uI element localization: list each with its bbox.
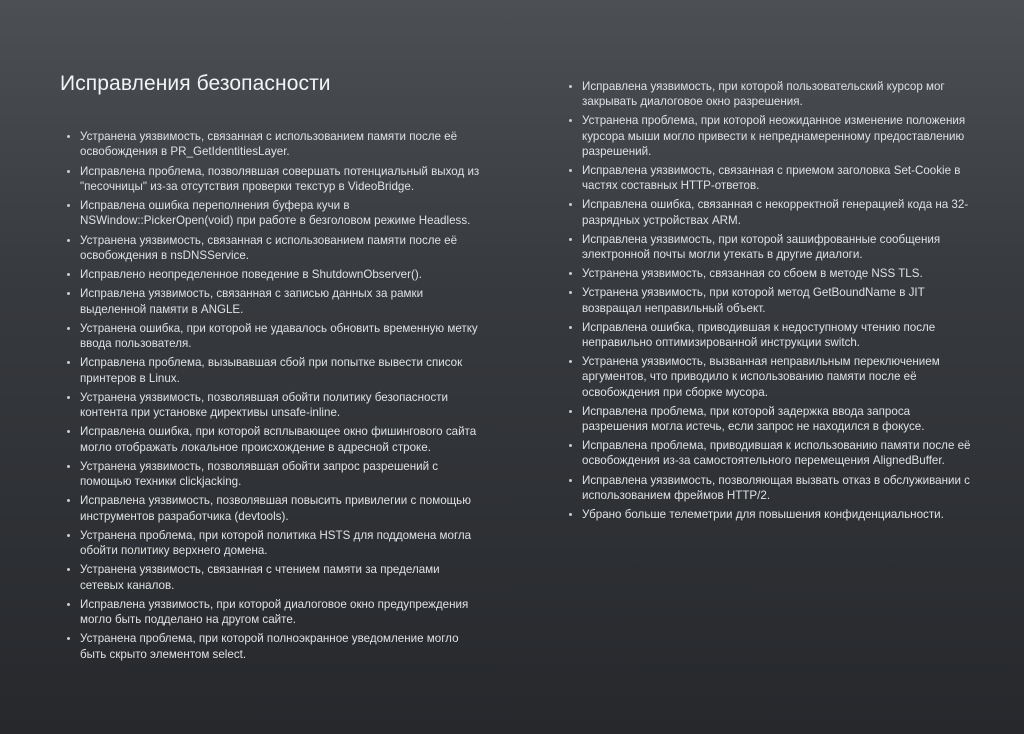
fix-item: Исправлена ошибка, приводившая к недоступному чтению после неправильно оптимизированной инструкции switch. xyxy=(562,320,972,350)
fix-item: Исправлена проблема, позволявшая совершать потенциальный выход из "песочницы" из-за отсутствия проверки текстур в VideoBridge. xyxy=(60,164,480,194)
fix-item: Исправлена уязвимость, позволявшая повысить привилегии с помощью инструментов разработчика (devtools). xyxy=(60,493,480,523)
fix-item: Устранена уязвимость, связанная с использованием памяти после её освобождения в PR_GetIdentitiesLayer. xyxy=(60,129,480,159)
fix-list-left xyxy=(60,129,480,662)
fix-item: Исправлена уязвимость, при которой зашифрованные сообщения электронной почты могли утекать в другие диалоги. xyxy=(562,232,972,262)
page-title: Исправления безопасности xyxy=(60,72,331,95)
fix-list-right xyxy=(562,79,972,522)
fix-item: Устранена проблема, при которой политика HSTS для поддомена могла обойти политику верхнего домена. xyxy=(60,528,480,558)
fix-item: Исправлена проблема, приводившая к использованию памяти после её освобождения из-за самостоятельного перемещения AlignedBuffer. xyxy=(562,438,972,468)
fix-item: Убрано больше телеметрии для повышения конфиденциальности. xyxy=(562,507,972,522)
fix-item: Исправлена ошибка, при которой всплывающее окно фишингового сайта могло отображать локальное происхождение в адресной строке. xyxy=(60,424,480,454)
fix-item: Устранена уязвимость, связанная с использованием памяти после её освобождения в nsDNSService. xyxy=(60,233,480,263)
fix-item: Исправлено неопределенное поведение в ShutdownObserver(). xyxy=(60,267,480,282)
fix-item: Устранена уязвимость, связанная с чтением памяти за пределами сетевых каналов. xyxy=(60,562,480,592)
fix-item: Исправлена проблема, вызывавшая сбой при попытке вывести список принтеров в Linux. xyxy=(60,355,480,385)
fix-item: Устранена проблема, при которой полноэкранное уведомление могло быть скрыто элементом select. xyxy=(60,631,480,661)
fix-item: Исправлена уязвимость, при которой диалоговое окно предупреждения могло быть подделано на другом сайте. xyxy=(60,597,480,627)
fix-item: Устранена уязвимость, связанная со сбоем в методе NSS TLS. xyxy=(562,266,972,281)
fix-item: Исправлена ошибка переполнения буфера кучи в NSWindow::PickerOpen(void) при работе в безголовом режиме Headless. xyxy=(60,198,480,228)
fix-item: Устранена уязвимость, позволявшая обойти запрос разрешений с помощью техники clickjacking. xyxy=(60,459,480,489)
fix-item: Устранена уязвимость, вызванная неправильным переключением аргументов, что приводило к использованию памяти после её освобождения при сборке мусора. xyxy=(562,354,972,400)
fix-item: Исправлена проблема, при которой задержка ввода запроса разрешения могла истечь, если запрос не находился в фокусе. xyxy=(562,404,972,434)
fix-item: Устранена ошибка, при которой не удавалось обновить временную метку ввода пользователя. xyxy=(60,321,480,351)
right-column xyxy=(562,79,972,526)
fix-item: Исправлена уязвимость, связанная с записью данных за рамки выделенной памяти в ANGLE. xyxy=(60,286,480,316)
fix-item: Устранена уязвимость, при которой метод GetBoundName в JIT возвращал неправильный объект. xyxy=(562,285,972,315)
fix-item: Исправлена уязвимость, позволяющая вызвать отказ в обслуживании с использованием фреймов HTTP/2. xyxy=(562,473,972,503)
fix-item: Исправлена уязвимость, при которой пользовательский курсор мог закрывать диалоговое окно разрешения. xyxy=(562,79,972,109)
fix-item: Устранена проблема, при которой неожиданное изменение положения курсора мыши могло привести к непреднамеренному предоставлению разрешений. xyxy=(562,113,972,159)
fix-item: Исправлена ошибка, связанная с некорректной генерацией кода на 32-разрядных устройствах ARM. xyxy=(562,197,972,227)
fix-item: Исправлена уязвимость, связанная с приемом заголовка Set-Cookie в частях составных HTTP-ответов. xyxy=(562,163,972,193)
fix-item: Устранена уязвимость, позволявшая обойти политику безопасности контента при установке директивы unsafe-inline. xyxy=(60,390,480,420)
left-column xyxy=(60,72,480,666)
